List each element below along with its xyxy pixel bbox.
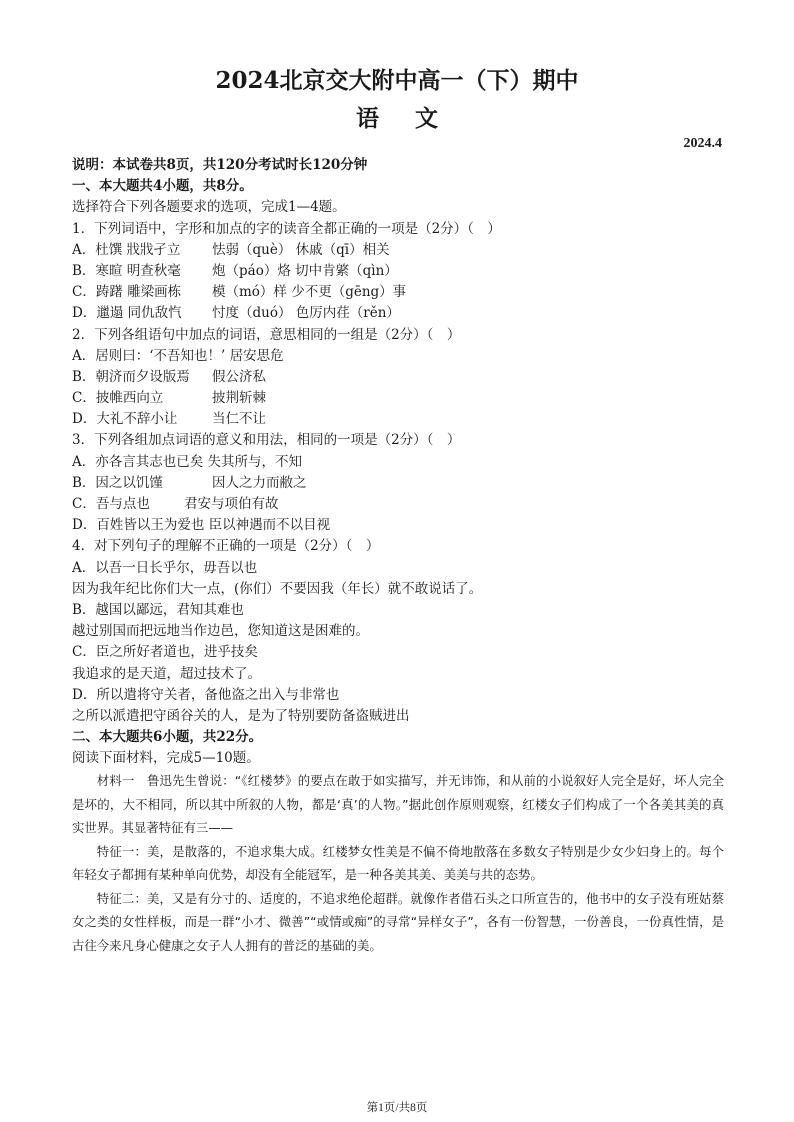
page-footer: 第1页/共8页 bbox=[366, 1102, 428, 1114]
section1-heading: 一、本大题共4小题，共8分。 bbox=[72, 178, 253, 195]
q1-c-right: 模（mó）样 少不更（gēng）事 bbox=[212, 284, 407, 301]
q4-option-a: A．以吾一日长乎尔，毋吾以也 bbox=[72, 559, 258, 576]
q2-stem: 2．下列各组语句中加点的词语，意思相同的一组是（2分）（ ） bbox=[72, 326, 461, 343]
q2-option-b bbox=[72, 367, 724, 388]
section1-intro: 选择符合下列各题要求的选项，完成1—4题。 bbox=[72, 199, 346, 216]
q3-option-c bbox=[72, 494, 724, 515]
q1-b-left: B．寒暄 明查秋毫 bbox=[72, 262, 181, 279]
q1-d-right: 忖度（duó） 色厉内荏（rěn） bbox=[212, 305, 400, 322]
reading-material bbox=[72, 769, 724, 957]
q2-d-left: D．大礼不辞小让 bbox=[72, 411, 178, 428]
q2-c-right: 披荆斩棘 bbox=[212, 390, 266, 407]
q2-option-c bbox=[72, 388, 724, 409]
q2-b-right: 假公济私 bbox=[212, 368, 266, 385]
q4-option-d: D．所以遣将守关者，备他盗之出入与非常也 bbox=[72, 686, 340, 703]
q3-option-b bbox=[72, 473, 724, 494]
q1-option-c bbox=[72, 282, 724, 303]
q4-option-a-translation: 因为我年纪比你们大一点，(你们）不要因我（年长）就不敢说话了。 bbox=[72, 580, 483, 597]
exam-date: 2024.4 bbox=[683, 136, 722, 151]
exam-body bbox=[72, 155, 724, 957]
q1-option-b bbox=[72, 261, 724, 282]
q1-a-right: 怯弱（què） 休戚（qī）相关 bbox=[212, 241, 390, 258]
exam-title: 2024北京交大附中高一（下）期中 bbox=[215, 67, 579, 94]
q4-option-b-translation: 越过别国而把远地当作边邑，您知道这是困难的。 bbox=[72, 623, 369, 640]
q3-c-left: C．吾与点也 bbox=[72, 496, 150, 512]
q3-option-d: D．百姓皆以王为爱也 臣以神遇而不以目视 bbox=[72, 517, 331, 534]
q3-c-right: 君安与项伯有故 bbox=[184, 496, 279, 512]
section2-intro: 阅读下面材料，完成5—10题。 bbox=[72, 750, 260, 767]
q1-stem: 1．下列词语中，字形和加点的字的读音全都正确的一项是（2分）（ ） bbox=[72, 220, 501, 237]
exam-notice: 说明：本试卷共8页，共120分考试时长120分钟 bbox=[72, 157, 368, 173]
q4-stem: 4．对下列句子的理解不正确的一项是（2分）（ ） bbox=[72, 538, 380, 555]
q2-c-left: C．披帷西向立 bbox=[72, 390, 164, 407]
q3-option-a: A．亦各言其志也已矣 失其所与，不知 bbox=[72, 453, 303, 470]
q4-option-c-translation: 我追求的是天道，超过技术了。 bbox=[72, 665, 261, 682]
material-paragraph-3: 特征二：美，又是有分寸的、适度的，不追求绝伦超群。就像作者借石头之口所宣告的，他书中的女子没有班姑蔡女之类的女性样板，而是一群“小才、微善”“或情或痴”的寻常“异样女子”，各有一份智慧，一份善良，一份真性情，是古往今来凡身心健康之女子人人拥有的普泛的基础的美。 bbox=[72, 890, 724, 953]
q4-option-c: C．臣之所好者道也，进乎技矣 bbox=[72, 644, 258, 661]
q1-b-right: 炮（páo）烙 切中肯綮（qìn） bbox=[212, 262, 398, 279]
q1-c-left: C．踌躇 雕梁画栋 bbox=[72, 284, 182, 301]
q1-option-d bbox=[72, 303, 724, 324]
q4-option-d-translation: 之所以派遣把守函谷关的人，是为了特别要防备盗贼进出 bbox=[72, 707, 410, 724]
q2-d-right: 当仁不让 bbox=[212, 411, 266, 428]
q2-option-d bbox=[72, 409, 724, 430]
q3-b-left: B．因之以饥馑 bbox=[72, 474, 163, 491]
material-paragraph-2: 特征一：美，是散落的，不追求集大成。红楼梦女性美是不偏不倚地散落在多数女子特别是少女少妇身上的。每个年轻女子都拥有某种单向优势，却没有全能冠军，是一种各美其美、美美与共的态势。 bbox=[72, 843, 724, 883]
section2-heading: 二、本大题共6小题，共22分。 bbox=[72, 729, 263, 746]
q1-option-a bbox=[72, 240, 724, 261]
q1-d-left: D．邋遢 同仇敌忾 bbox=[72, 305, 182, 322]
subject-title: 语文 bbox=[356, 105, 474, 132]
q1-a-left: A．杜馔 戕戕孑立 bbox=[72, 241, 181, 258]
q3-stem: 3．下列各组加点词语的意义和用法，相同的一项是（2分）（ ） bbox=[72, 432, 461, 449]
material-paragraph-1: 材料一 鲁迅先生曾说：“《红楼梦》的要点在敢于如实描写，并无讳饰，和从前的小说叙好人完全是好，坏人完全是坏的，大不相同，所以其中所叙的人物，都是‘真’的人物。”据此创作原则观察，红楼女子们构成了一个各美其美的真实世界。其显著特征有三—— bbox=[72, 773, 724, 836]
q4-option-b: B．越国以鄙远，君知其难也 bbox=[72, 601, 244, 618]
q2-option-a: A．居则曰：‘不吾知也！’ 居安思危 bbox=[72, 347, 284, 364]
q3-b-right: 因人之力而敝之 bbox=[212, 474, 307, 491]
q2-b-left: B．朝济而夕设版焉 bbox=[72, 368, 190, 385]
